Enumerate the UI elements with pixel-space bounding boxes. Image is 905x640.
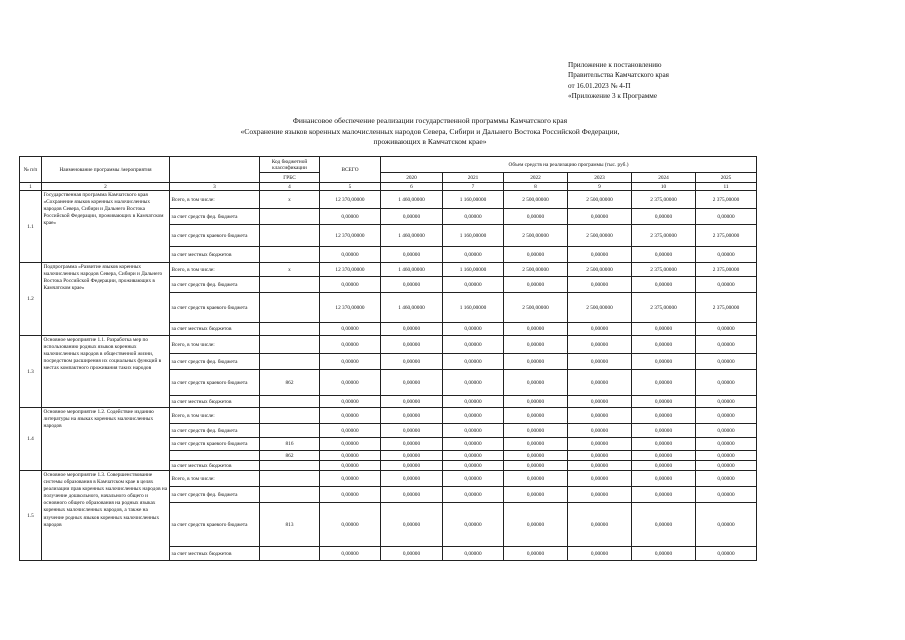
document-title bbox=[140, 116, 720, 148]
year-value: 2 500,00000 bbox=[504, 293, 568, 323]
year-value: 2 375,00000 bbox=[632, 293, 696, 323]
year-value: 0,00000 bbox=[504, 438, 568, 451]
total-value: 0,00000 bbox=[320, 487, 381, 503]
year-value: 2 500,00000 bbox=[568, 263, 632, 277]
year-value: 0,00000 bbox=[443, 247, 504, 263]
grbs-code: 862 bbox=[260, 451, 320, 461]
grbs-code bbox=[260, 461, 320, 471]
year-value: 2 500,00000 bbox=[504, 225, 568, 247]
year-value: 0,00000 bbox=[443, 277, 504, 293]
header-volume: Объем средств на реализацию программы (тыс. руб.) bbox=[381, 157, 757, 173]
year-value: 0,00000 bbox=[696, 438, 757, 451]
year-value: 0,00000 bbox=[568, 461, 632, 471]
year-value: 0,00000 bbox=[632, 247, 696, 263]
header-total: ВСЕГО bbox=[320, 157, 381, 183]
year-value: 0,00000 bbox=[568, 354, 632, 370]
funding-source: за счет местных бюджетов bbox=[170, 247, 260, 263]
year-value: 0,00000 bbox=[381, 277, 443, 293]
year-value: 0,00000 bbox=[504, 547, 568, 561]
year-value: 0,00000 bbox=[696, 396, 757, 408]
year-value: 0,00000 bbox=[568, 451, 632, 461]
year-value: 0,00000 bbox=[504, 323, 568, 336]
year-value: 0,00000 bbox=[504, 471, 568, 487]
grbs-code bbox=[260, 225, 320, 247]
total-value: 0,00000 bbox=[320, 209, 381, 225]
year-value: 0,00000 bbox=[632, 408, 696, 424]
grbs-code bbox=[260, 354, 320, 370]
funding-source: за счет средств краевого бюджета bbox=[170, 503, 260, 547]
year-value: 0,00000 bbox=[696, 323, 757, 336]
header-spacer bbox=[170, 157, 260, 183]
year-value: 0,00000 bbox=[696, 503, 757, 547]
year-value: 0,00000 bbox=[443, 461, 504, 471]
column-number: 3 bbox=[170, 183, 260, 191]
grbs-code bbox=[260, 247, 320, 263]
funding-source: за счет средств фед. бюджета bbox=[170, 487, 260, 503]
funding-source: за счет средств фед. бюджета bbox=[170, 209, 260, 225]
year-value: 0,00000 bbox=[443, 396, 504, 408]
header-year: 2020 bbox=[381, 173, 443, 183]
year-value: 0,00000 bbox=[696, 547, 757, 561]
year-value: 0,00000 bbox=[504, 247, 568, 263]
year-value: 0,00000 bbox=[381, 487, 443, 503]
table-row bbox=[20, 263, 757, 277]
year-value: 0,00000 bbox=[504, 424, 568, 438]
funding-source: Всего, в том числе: bbox=[170, 408, 260, 424]
year-value: 0,00000 bbox=[504, 336, 568, 354]
year-value: 0,00000 bbox=[504, 277, 568, 293]
funding-source: Всего, в том числе: bbox=[170, 471, 260, 487]
year-value: 0,00000 bbox=[568, 209, 632, 225]
row-number: 1.3 bbox=[20, 336, 42, 408]
year-value: 0,00000 bbox=[568, 370, 632, 396]
column-number: 8 bbox=[504, 183, 568, 191]
column-number: 11 bbox=[696, 183, 757, 191]
program-name: Основное мероприятие 1.3. Совершенствование системы образования в Камчатском крае в целях реализации прав коренных малочисленных народов на получение дошкольного, начального общего и основного общего образования на родных языках коренных малочисленных народов, а также на изучение родных языков коренных малочисленных народов bbox=[42, 471, 170, 561]
total-value: 12 370,00000 bbox=[320, 263, 381, 277]
grbs-code bbox=[260, 323, 320, 336]
year-value: 0,00000 bbox=[443, 438, 504, 451]
header-grbs: ГРБС bbox=[260, 173, 320, 183]
year-value: 0,00000 bbox=[632, 354, 696, 370]
year-value: 0,00000 bbox=[568, 547, 632, 561]
year-value: 0,00000 bbox=[381, 323, 443, 336]
year-value: 1 160,00000 bbox=[443, 225, 504, 247]
year-value: 0,00000 bbox=[696, 471, 757, 487]
year-value: 0,00000 bbox=[381, 209, 443, 225]
column-number: 5 bbox=[320, 183, 381, 191]
funding-source: Всего, в том числе: bbox=[170, 263, 260, 277]
header-kbk: Код бюджетной классификации bbox=[260, 157, 320, 173]
year-value: 0,00000 bbox=[632, 487, 696, 503]
funding-source: за счет средств фед. бюджета bbox=[170, 424, 260, 438]
funding-source: за счет местных бюджетов bbox=[170, 396, 260, 408]
year-value: 0,00000 bbox=[504, 354, 568, 370]
year-value: 2 375,00000 bbox=[696, 191, 757, 209]
year-value: 0,00000 bbox=[504, 503, 568, 547]
header-num: № п/п bbox=[20, 157, 42, 183]
total-value: 0,00000 bbox=[320, 370, 381, 396]
header-year: 2025 bbox=[696, 173, 757, 183]
year-value: 0,00000 bbox=[381, 438, 443, 451]
year-value: 0,00000 bbox=[381, 370, 443, 396]
year-value: 2 500,00000 bbox=[568, 293, 632, 323]
total-value: 0,00000 bbox=[320, 247, 381, 263]
total-value: 12 370,00000 bbox=[320, 191, 381, 209]
year-value: 0,00000 bbox=[443, 487, 504, 503]
year-value: 0,00000 bbox=[381, 503, 443, 547]
column-number: 4 bbox=[260, 183, 320, 191]
funding-source: за счет средств краевого бюджета bbox=[170, 438, 260, 451]
year-value: 0,00000 bbox=[632, 451, 696, 461]
grbs-code bbox=[260, 396, 320, 408]
approval-line: «Приложение 3 к Программе bbox=[568, 91, 658, 100]
funding-source: за счет местных бюджетов bbox=[170, 323, 260, 336]
year-value: 0,00000 bbox=[632, 503, 696, 547]
table-row bbox=[20, 191, 757, 209]
grbs-code bbox=[260, 277, 320, 293]
funding-source: Всего, в том числе: bbox=[170, 191, 260, 209]
total-value: 12 370,00000 bbox=[320, 293, 381, 323]
year-value: 0,00000 bbox=[568, 424, 632, 438]
year-value: 0,00000 bbox=[568, 487, 632, 503]
year-value: 0,00000 bbox=[568, 323, 632, 336]
year-value: 0,00000 bbox=[381, 247, 443, 263]
year-value: 0,00000 bbox=[443, 354, 504, 370]
row-number: 1.2 bbox=[20, 263, 42, 336]
year-value: 0,00000 bbox=[568, 471, 632, 487]
year-value: 0,00000 bbox=[504, 408, 568, 424]
year-value: 2 500,00000 bbox=[504, 191, 568, 209]
year-value: 0,00000 bbox=[381, 396, 443, 408]
approval-line: от 16.01.2023 № 4-П bbox=[568, 81, 631, 90]
year-value: 1 460,00000 bbox=[381, 225, 443, 247]
year-value: 0,00000 bbox=[568, 336, 632, 354]
funding-source: за счет средств фед. бюджета bbox=[170, 354, 260, 370]
year-value: 1 160,00000 bbox=[443, 263, 504, 277]
title-line: проживающих в Камчатском крае» bbox=[373, 137, 487, 146]
year-value: 0,00000 bbox=[632, 370, 696, 396]
year-value: 0,00000 bbox=[504, 209, 568, 225]
column-number: 10 bbox=[632, 183, 696, 191]
year-value: 0,00000 bbox=[696, 370, 757, 396]
approval-line: Приложение к постановлению bbox=[568, 61, 662, 69]
year-value: 1 460,00000 bbox=[381, 293, 443, 323]
grbs-code bbox=[260, 209, 320, 225]
total-value: 0,00000 bbox=[320, 323, 381, 336]
year-value: 0,00000 bbox=[568, 277, 632, 293]
year-value: 0,00000 bbox=[381, 547, 443, 561]
year-value: 0,00000 bbox=[632, 336, 696, 354]
total-value: 0,00000 bbox=[320, 503, 381, 547]
year-value: 2 500,00000 bbox=[568, 191, 632, 209]
year-value: 1 160,00000 bbox=[443, 293, 504, 323]
total-value: 0,00000 bbox=[320, 277, 381, 293]
total-value: 12 370,00000 bbox=[320, 225, 381, 247]
year-value: 0,00000 bbox=[696, 424, 757, 438]
table-row bbox=[20, 471, 757, 487]
year-value: 2 375,00000 bbox=[632, 191, 696, 209]
year-value: 0,00000 bbox=[696, 461, 757, 471]
grbs-code bbox=[260, 293, 320, 323]
year-value: 0,00000 bbox=[696, 277, 757, 293]
year-value: 2 500,00000 bbox=[504, 263, 568, 277]
year-value: 0,00000 bbox=[443, 503, 504, 547]
header-name: Наименование программы /мероприятия bbox=[42, 157, 170, 183]
year-value: 0,00000 bbox=[568, 396, 632, 408]
year-value: 0,00000 bbox=[381, 336, 443, 354]
header-year: 2024 bbox=[632, 173, 696, 183]
year-value: 0,00000 bbox=[504, 396, 568, 408]
grbs-code: 816 bbox=[260, 438, 320, 451]
year-value: 0,00000 bbox=[443, 209, 504, 225]
funding-source bbox=[170, 451, 260, 461]
title-line: Финансовое обеспечение реализации государственной программы Камчатского края bbox=[292, 116, 568, 125]
year-value: 2 375,00000 bbox=[696, 293, 757, 323]
program-name: Государственная программа Камчатского края «Сохранение языков коренных малочисленных народов Севера, Сибири и Дальнего Востока Российской Федерации, проживающих в Камчатском крае» bbox=[42, 191, 170, 263]
approval-line: Правительства Камчатского края bbox=[568, 71, 669, 80]
approval-note bbox=[568, 60, 758, 101]
row-number: 1.5 bbox=[20, 471, 42, 561]
funding-source: за счет средств краевого бюджета bbox=[170, 370, 260, 396]
grbs-code: х bbox=[260, 263, 320, 277]
year-value: 0,00000 bbox=[443, 336, 504, 354]
year-value: 0,00000 bbox=[632, 209, 696, 225]
year-value: 0,00000 bbox=[568, 438, 632, 451]
year-value: 1 460,00000 bbox=[381, 263, 443, 277]
grbs-code bbox=[260, 487, 320, 503]
grbs-code bbox=[260, 408, 320, 424]
program-name: Подпрограмма «Развитие языков коренных малочисленных народов Севера, Сибири и Дальнего Востока Российской Федерации, проживающих в Камчатском крае» bbox=[42, 263, 170, 336]
year-value: 1 160,00000 bbox=[443, 191, 504, 209]
year-value: 0,00000 bbox=[632, 323, 696, 336]
year-value: 0,00000 bbox=[632, 547, 696, 561]
grbs-code bbox=[260, 471, 320, 487]
year-value: 0,00000 bbox=[696, 487, 757, 503]
year-value: 0,00000 bbox=[632, 424, 696, 438]
year-value: 1 460,00000 bbox=[381, 191, 443, 209]
total-value: 0,00000 bbox=[320, 547, 381, 561]
total-value: 0,00000 bbox=[320, 336, 381, 354]
year-value: 0,00000 bbox=[443, 471, 504, 487]
table-body bbox=[20, 191, 757, 561]
header-year: 2021 bbox=[443, 173, 504, 183]
year-value: 0,00000 bbox=[632, 471, 696, 487]
grbs-code bbox=[260, 424, 320, 438]
year-value: 0,00000 bbox=[632, 438, 696, 451]
table-row bbox=[20, 408, 757, 424]
financing-table bbox=[19, 156, 757, 561]
total-value: 0,00000 bbox=[320, 424, 381, 438]
title-line: «Сохранение языков коренных малочисленных народов Севера, Сибири и Дальнего Востока Российской Федерации, bbox=[240, 126, 620, 136]
funding-source: за счет средств фед. бюджета bbox=[170, 277, 260, 293]
year-value: 0,00000 bbox=[696, 247, 757, 263]
year-value: 0,00000 bbox=[504, 487, 568, 503]
total-value: 0,00000 bbox=[320, 408, 381, 424]
header-year: 2023 bbox=[568, 173, 632, 183]
grbs-code: 813 bbox=[260, 503, 320, 547]
total-value: 0,00000 bbox=[320, 396, 381, 408]
table-row bbox=[20, 336, 757, 354]
funding-source: за счет местных бюджетов bbox=[170, 547, 260, 561]
grbs-code: х bbox=[260, 191, 320, 209]
year-value: 0,00000 bbox=[696, 354, 757, 370]
column-number: 9 bbox=[568, 183, 632, 191]
grbs-code: 862 bbox=[260, 370, 320, 396]
year-value: 0,00000 bbox=[443, 547, 504, 561]
funding-source: за счет средств краевого бюджета bbox=[170, 293, 260, 323]
year-value: 0,00000 bbox=[381, 461, 443, 471]
year-value: 0,00000 bbox=[381, 451, 443, 461]
year-value: 0,00000 bbox=[696, 209, 757, 225]
year-value: 2 375,00000 bbox=[632, 225, 696, 247]
program-name: Основное мероприятие 1.1. Разработка мер по использованию родных языков коренных малочисленных народов в общественной жизни, посредством расширения их социальных функций в местах компактного проживания таких народов bbox=[42, 336, 170, 408]
total-value: 0,00000 bbox=[320, 451, 381, 461]
year-value: 0,00000 bbox=[381, 354, 443, 370]
grbs-code bbox=[260, 336, 320, 354]
grbs-code bbox=[260, 547, 320, 561]
column-number: 1 bbox=[20, 183, 42, 191]
year-value: 0,00000 bbox=[504, 451, 568, 461]
year-value: 0,00000 bbox=[568, 503, 632, 547]
year-value: 0,00000 bbox=[443, 408, 504, 424]
year-value: 0,00000 bbox=[696, 408, 757, 424]
year-value: 0,00000 bbox=[443, 451, 504, 461]
total-value: 0,00000 bbox=[320, 471, 381, 487]
year-value: 0,00000 bbox=[504, 461, 568, 471]
row-number: 1.4 bbox=[20, 408, 42, 471]
year-value: 0,00000 bbox=[443, 424, 504, 438]
year-value: 0,00000 bbox=[568, 408, 632, 424]
year-value: 2 375,00000 bbox=[696, 263, 757, 277]
year-value: 2 500,00000 bbox=[568, 225, 632, 247]
year-value: 0,00000 bbox=[504, 370, 568, 396]
funding-source: Всего, в том числе: bbox=[170, 336, 260, 354]
year-value: 0,00000 bbox=[568, 247, 632, 263]
column-number: 6 bbox=[381, 183, 443, 191]
year-value: 0,00000 bbox=[381, 408, 443, 424]
year-value: 0,00000 bbox=[696, 336, 757, 354]
year-value: 0,00000 bbox=[443, 323, 504, 336]
row-number: 1.1 bbox=[20, 191, 42, 263]
header-row bbox=[20, 157, 757, 173]
year-value: 0,00000 bbox=[443, 370, 504, 396]
year-value: 0,00000 bbox=[381, 424, 443, 438]
column-number-row bbox=[20, 183, 757, 191]
year-value: 0,00000 bbox=[632, 277, 696, 293]
header-year: 2022 bbox=[504, 173, 568, 183]
total-value: 0,00000 bbox=[320, 461, 381, 471]
year-value: 0,00000 bbox=[381, 471, 443, 487]
year-value: 2 375,00000 bbox=[632, 263, 696, 277]
column-number: 7 bbox=[443, 183, 504, 191]
total-value: 0,00000 bbox=[320, 438, 381, 451]
funding-source: за счет средств краевого бюджета bbox=[170, 225, 260, 247]
funding-source: за счет местных бюджетов bbox=[170, 461, 260, 471]
total-value: 0,00000 bbox=[320, 354, 381, 370]
year-value: 0,00000 bbox=[632, 461, 696, 471]
program-name: Основное мероприятие 1.2. Содействие изданию литературы на языках коренных малочисленных народов bbox=[42, 408, 170, 471]
column-number: 2 bbox=[42, 183, 170, 191]
year-value: 0,00000 bbox=[696, 451, 757, 461]
year-value: 2 375,00000 bbox=[696, 225, 757, 247]
year-value: 0,00000 bbox=[632, 396, 696, 408]
